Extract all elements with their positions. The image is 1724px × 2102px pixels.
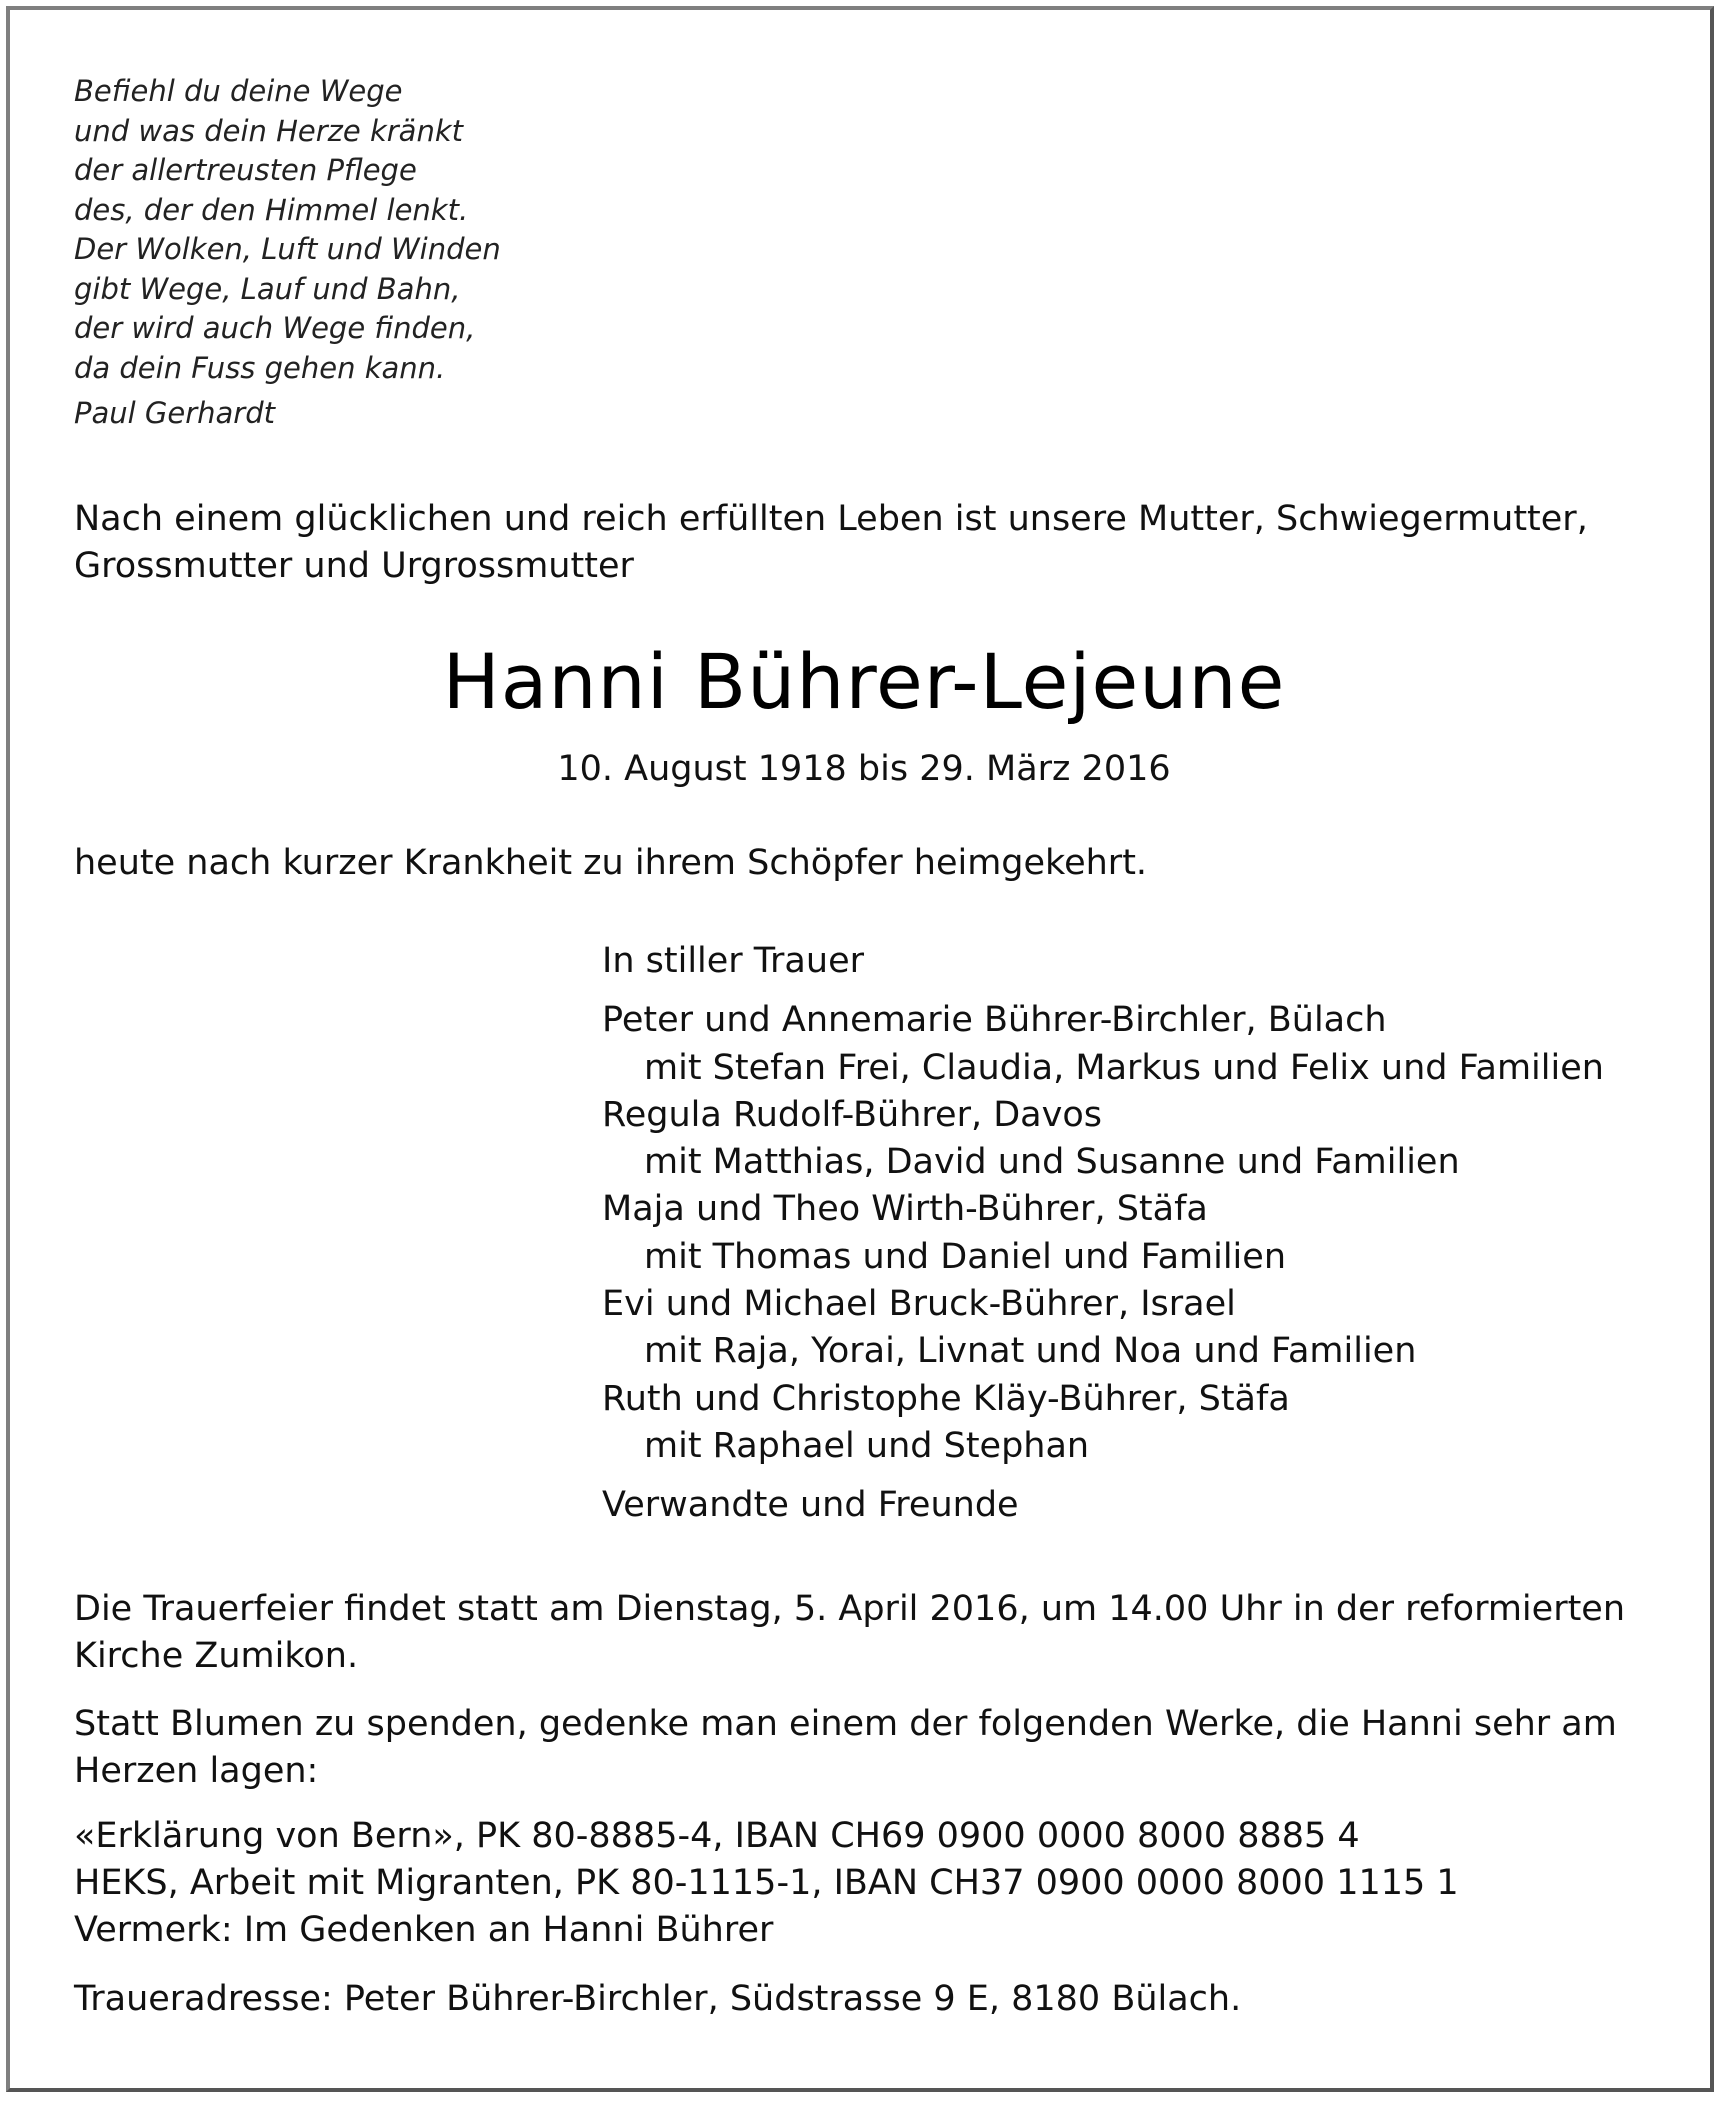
funeral-line: Die Trauerfeier findet statt am Dienstag, 5. April 2016, um 14.00 Uhr in der reformierten xyxy=(74,1589,1626,1629)
donation-accounts xyxy=(74,1813,1459,1954)
poem-line: der allertreusten Pflege xyxy=(74,153,417,187)
mourner-descendants: mit Raphael und Stephan xyxy=(644,1425,1090,1466)
funeral-line: Kirche Zumikon. xyxy=(74,1636,359,1676)
poem-line: Der Wolken, Luft und Winden xyxy=(74,232,501,266)
mourners-closing: Verwandte und Freunde xyxy=(602,1485,1019,1526)
mourner-family: Maja und Theo Wirth-Bührer, Stäfa xyxy=(602,1189,1208,1230)
life-dates: 10. August 1918 bis 29. März 2016 xyxy=(557,749,1171,789)
mourners-heading: In stiller Trauer xyxy=(602,941,864,981)
obituary-notice xyxy=(6,6,1714,2092)
intro-line: Nach einem glücklichen und reich erfüllten Leben ist unsere Mutter, Schwiegermutter, xyxy=(74,499,1588,539)
mourner-descendants: mit Stefan Frei, Claudia, Markus und Felix und Familien xyxy=(644,1047,1604,1088)
mourners-block xyxy=(602,938,1604,1530)
poem-line: Befiehl du deine Wege xyxy=(74,74,403,108)
donation-line: Statt Blumen zu spenden, gedenke man einem der folgenden Werke, die Hanni sehr am xyxy=(74,1704,1617,1744)
poem xyxy=(74,72,501,434)
poem-line: da dein Fuss gehen kann. xyxy=(74,350,446,385)
mourner-family: Ruth und Christophe Kläy-Bührer, Stäfa xyxy=(602,1378,1290,1419)
poem-line: des, der den Himmel lenkt. xyxy=(74,192,469,227)
mourner-descendants: mit Thomas und Daniel und Familien xyxy=(644,1236,1286,1277)
mourner-family: Peter und Annemarie Bührer-Birchler, Bülach xyxy=(602,1000,1387,1041)
funeral-info xyxy=(74,1586,1625,1680)
donation-request xyxy=(74,1701,1617,1795)
mourner-family: Regula Rudolf-Bührer, Davos xyxy=(602,1094,1102,1135)
mourner-family: Evi und Michael Bruck-Bührer, Israel xyxy=(602,1284,1236,1325)
donation-note: Vermerk: Im Gedenken an Hanni Bührer xyxy=(74,1910,774,1950)
poem-line: gibt Wege, Lauf und Bahn, xyxy=(74,271,461,306)
donation-account: HEKS, Arbeit mit Migranten, PK 80-1115-1, IBAN CH37 0900 0000 8000 1115 1 xyxy=(74,1863,1459,1903)
deceased-name: Hanni Bührer-Lejeune xyxy=(442,637,1286,726)
poem-line: der wird auch Wege finden, xyxy=(74,311,476,345)
intro-line: Grossmutter und Urgrossmutter xyxy=(74,546,634,586)
intro-text xyxy=(74,496,1588,590)
mourner-descendants: mit Raja, Yorai, Livnat und Noa und Familien xyxy=(644,1331,1417,1372)
poem-author: Paul Gerhardt xyxy=(74,396,276,430)
poem-line: und was dein Herze kränkt xyxy=(74,113,463,148)
passing-text: heute nach kurzer Krankheit zu ihrem Schöpfer heimgekehrt. xyxy=(74,843,1148,883)
mourning-address: Traueradresse: Peter Bührer-Birchler, Südstrasse 9 E, 8180 Bülach. xyxy=(74,1979,1242,2019)
donation-account: «Erklärung von Bern», PK 80-8885-4, IBAN CH69 0900 0000 8000 8885 4 xyxy=(74,1816,1360,1856)
donation-line: Herzen lagen: xyxy=(74,1751,319,1791)
mourner-descendants: mit Matthias, David und Susanne und Familien xyxy=(644,1142,1460,1183)
